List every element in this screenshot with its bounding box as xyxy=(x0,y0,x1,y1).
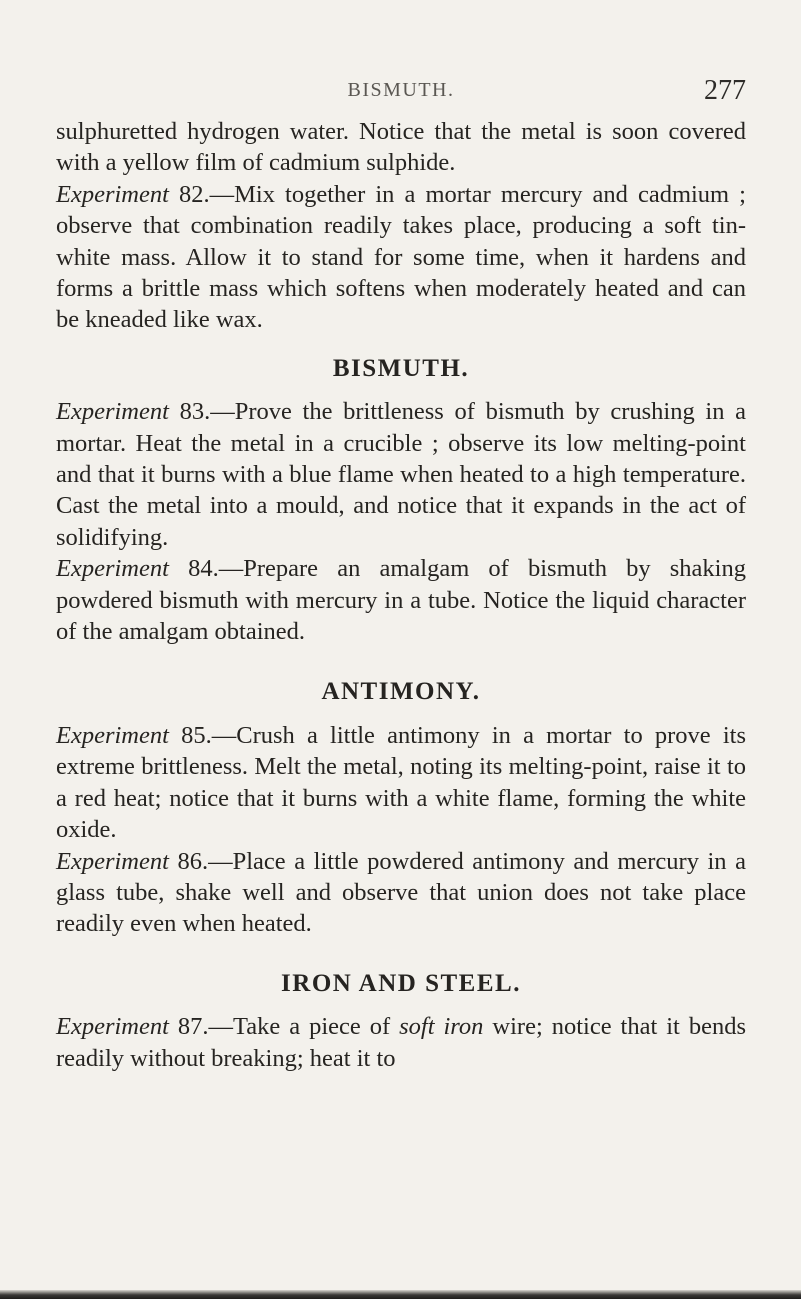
experiment-label: Experiment xyxy=(56,847,169,875)
experiment-text: 82.—Mix together in a mortar mercury and cadmium ; observe that combination readily takes place, producing a soft tin-white mass. Allow it to stand for some time, when it hardens and forms a brittle mass which softens when moderately heated and can be kneaded like wax. xyxy=(56,180,746,334)
experiment-text: 84.—Prepare an amalgam of bismuth by shaking powdered bismuth with mercury in a tube. Notice the liquid character of the amalgam obtained. xyxy=(56,555,746,646)
experiment-label: Experiment xyxy=(56,1013,169,1041)
experiment-82 xyxy=(56,179,746,336)
paragraph-text: sulphuretted hydrogen water. Notice that the metal is soon covered with a yellow film of cadmium sulphide. xyxy=(56,118,746,177)
paragraph-continuation xyxy=(56,116,746,179)
experiment-83 xyxy=(56,396,746,553)
experiment-84 xyxy=(56,553,746,647)
experiment-86 xyxy=(56,846,746,940)
experiment-label: Experiment xyxy=(56,180,169,208)
body-text xyxy=(56,116,746,1074)
experiment-text: 86.—Place a little powdered antimony and mercury in a glass tube, shake well and observe that union does not take place readily even when heated. xyxy=(56,847,746,938)
experiment-label: Experiment xyxy=(56,398,169,426)
section-heading-bismuth: BISMUTH. xyxy=(332,354,470,382)
experiment-85 xyxy=(56,720,746,846)
section-heading-iron-and-steel: IRON AND STEEL. xyxy=(281,969,521,997)
experiment-label: Experiment xyxy=(56,721,169,749)
experiment-text: wire; notice that it bends readily without breaking; heat it to xyxy=(56,1013,746,1072)
experiment-text: 85.—Crush a little antimony in a mortar to prove its extreme brittleness. Melt the metal, noting its melting-point, raise it to a red heat; notice that it burns with a white flame, forming the white oxide. xyxy=(56,721,746,844)
experiment-text-italic: soft iron xyxy=(399,1013,484,1041)
experiment-text: 87.—Take a piece of xyxy=(168,1013,400,1041)
experiment-label: Experiment xyxy=(56,555,169,583)
running-title: BISMUTH. xyxy=(347,79,455,101)
page-number: 277 xyxy=(704,75,746,106)
section-heading-antimony: ANTIMONY. xyxy=(321,677,481,705)
experiment-text: 83.—Prove the brittleness of bismuth by crushing in a mortar. Heat the metal in a crucible ; observe its low melting-point and that it burns with a blue flame when heated to a high temperature. Cast the metal into a mould, and notice that it expands in the act of solidifying. xyxy=(56,398,746,551)
running-head xyxy=(56,75,746,109)
page-bottom-edge xyxy=(0,1290,801,1299)
experiment-87 xyxy=(56,1011,746,1074)
